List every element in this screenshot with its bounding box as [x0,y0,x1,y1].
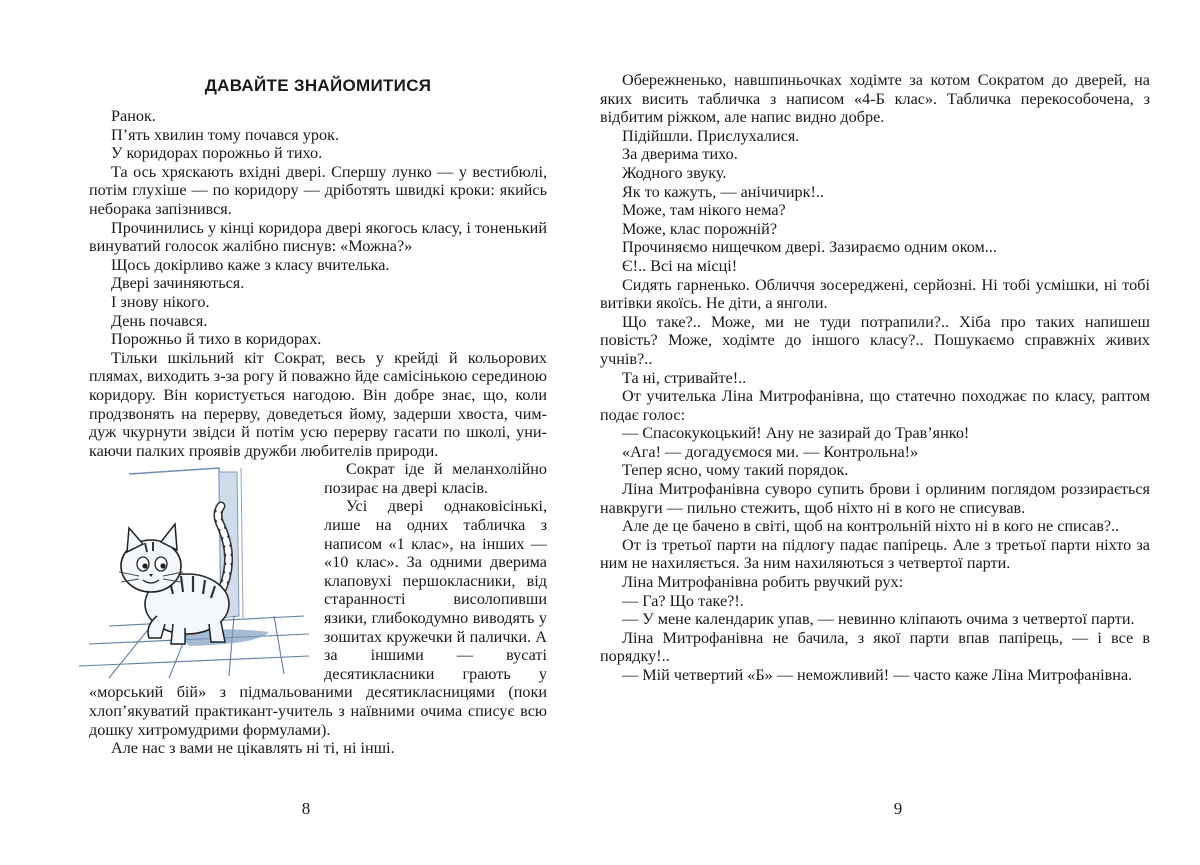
paragraph: Ліна Митрофанівна не бачила, з якої парти впав папірець, — і все в порядку!.. [600,628,1150,666]
paragraph: Усі двері однаковісінькі, лише на одних табличка з написом «1 клас», на інших — «10 клас». За одними дверима клаповухі першокласники, від старанності висолопивши язики, глибокодумно виводять у зошитах кружечки й палички. А за іншими — вусаті десятикласники грають у «морський бій» з підмальованими десятикласницями (поки хлоп’якуватий практикант-учитель з наївними очима списує всю дошку хитромудрими формулами). [89,497,547,739]
paragraph: Обережненько, навшпиньочках ходімте за котом Сократом до дверей, на яких висить табличка з написом «4-Б клас». Табличка перекособочена, з відбитим ріжком, але напис видно добре. [600,71,1150,127]
paragraph: Жодного звуку. [622,163,727,182]
cat-illustration [89,460,324,680]
paragraph: Тепер ясно, чому такий порядок. [622,461,849,480]
paragraph: Щось докірливо каже з класу вчителька. [111,255,390,274]
paragraph: — У мене календарик упав, — невинно кліпають очима з четвертої парти. [622,610,1135,629]
paragraph: Порожньо й тихо в коридорах. [111,330,322,349]
paragraph: Що таке?.. Може, ми не туди потрапили?.. Хіба про таких напишеш повість? Може, ходімте до іншого класу?.. Пошукаємо справжніх живих учнів?.. [600,312,1150,368]
paragraph: От із третьої парти на підлогу падає папірець. Але з третьої парти ніхто за ним не нахиляється. За ним нахиляються з четвертої парти. [600,535,1150,573]
paragraph: Прочинились у кінці коридора двері якогось класу, і тоненький винуватий голосок жалібно писнув: «Можна?» [89,218,547,256]
paragraph: П’ять хвилин тому почався урок. [111,125,339,144]
cat-left-eye [137,557,149,571]
paragraph: Сократ іде й меланхолійно позирає на двері класів. [324,460,547,497]
paragraph: «Ага! — догадуємося ми. — Контрольна!» [622,442,919,461]
cat-drawing [69,466,319,681]
paragraph: — Га? Що таке?!. [622,591,744,610]
paragraph: — Спасокукоцький! Ану не зазирай до Трав’янко! [622,424,970,443]
paragraph: Сидять гарненько. Обличчя зосереджені, серйозні. Ні тобі усмішки, ні тобі витівки якоїсь. Не діти, а янголи. [600,275,1150,313]
paragraph: Ранок. [111,107,156,125]
paragraph: Прочиняємо нищечком двері. Зазираємо одним оком... [622,238,997,257]
chapter-title: ДАВАЙТЕ ЗНАЙОМИТИСЯ [204,76,432,95]
cat-back-leg [209,622,225,642]
paragraph: Але нас з вами не цікавлять ні ті, ні інші. [111,739,395,758]
wall-line [241,468,243,618]
paragraph: Підійшли. Прислухалися. [622,126,800,145]
paragraph: За дверима тихо. [622,145,738,164]
paragraph: От учителька Ліна Митрофанівна, що статечно походжає по класу, раптом подає голос: [600,387,1150,424]
cat-right-eye [155,557,167,571]
paragraph: Ліна Митрофанівна суворо супить брови і орлиним поглядом роззирається навкруги — пильно стежить, щоб ніхто ні в кого не списував. [600,480,1150,517]
cat-right-pupil [160,564,165,569]
paragraph: Двері зачиняються. [111,274,245,293]
page-number: 9 [893,799,903,818]
paragraph: — Мій четвертий «Б» — неможливий! — часто каже Ліна Митрофанівна. [622,666,1133,684]
paragraph: Та ось хряскають вхідні двері. Спершу лунко — у вестибюлі, потім глухіше — по коридору — дріботять швидкі кроки: якийсь неборака запізнився. [89,162,547,218]
left-page-text [89,107,547,758]
paragraph: Може, клас порожній? [622,219,778,238]
paragraph: Тільки шкільний кіт Сократ, весь у крейді й кольорових плямах, виходить з-за рогу й поважно йде самісінькою серединою коридору. Він користується нагодою. Він добре знає, що, коли продзвонять на перерву, доведеться йому, задерши хвоста, чимдуж чкурнути звідси й потім усю перерву гасати по школі, уникаючи палких проявів дружби любителів природи. [89,348,547,460]
paragraph: У коридорах порожньо й тихо. [111,144,323,163]
right-page-text [600,71,1150,685]
paragraph: Ліна Митрофанівна робить рвучкий рух: [622,573,904,592]
paragraph: Може, там нікого нема? [622,201,786,220]
paragraph: І знову нікого. [111,292,210,311]
right-page [600,0,1200,865]
paragraph: Як то кажуть, — анічичирк!.. [622,182,824,201]
page-number: 8 [301,799,311,818]
paragraph: Є!.. Всі на місці! [622,256,738,275]
paragraph: Та ні, стривайте!.. [622,368,747,387]
paragraph: Але де це бачено в світі, щоб на контрольній ніхто ні в кого не списав?.. [622,517,1120,536]
cat-left-pupil [142,564,147,569]
paragraph: День почався. [111,311,208,330]
